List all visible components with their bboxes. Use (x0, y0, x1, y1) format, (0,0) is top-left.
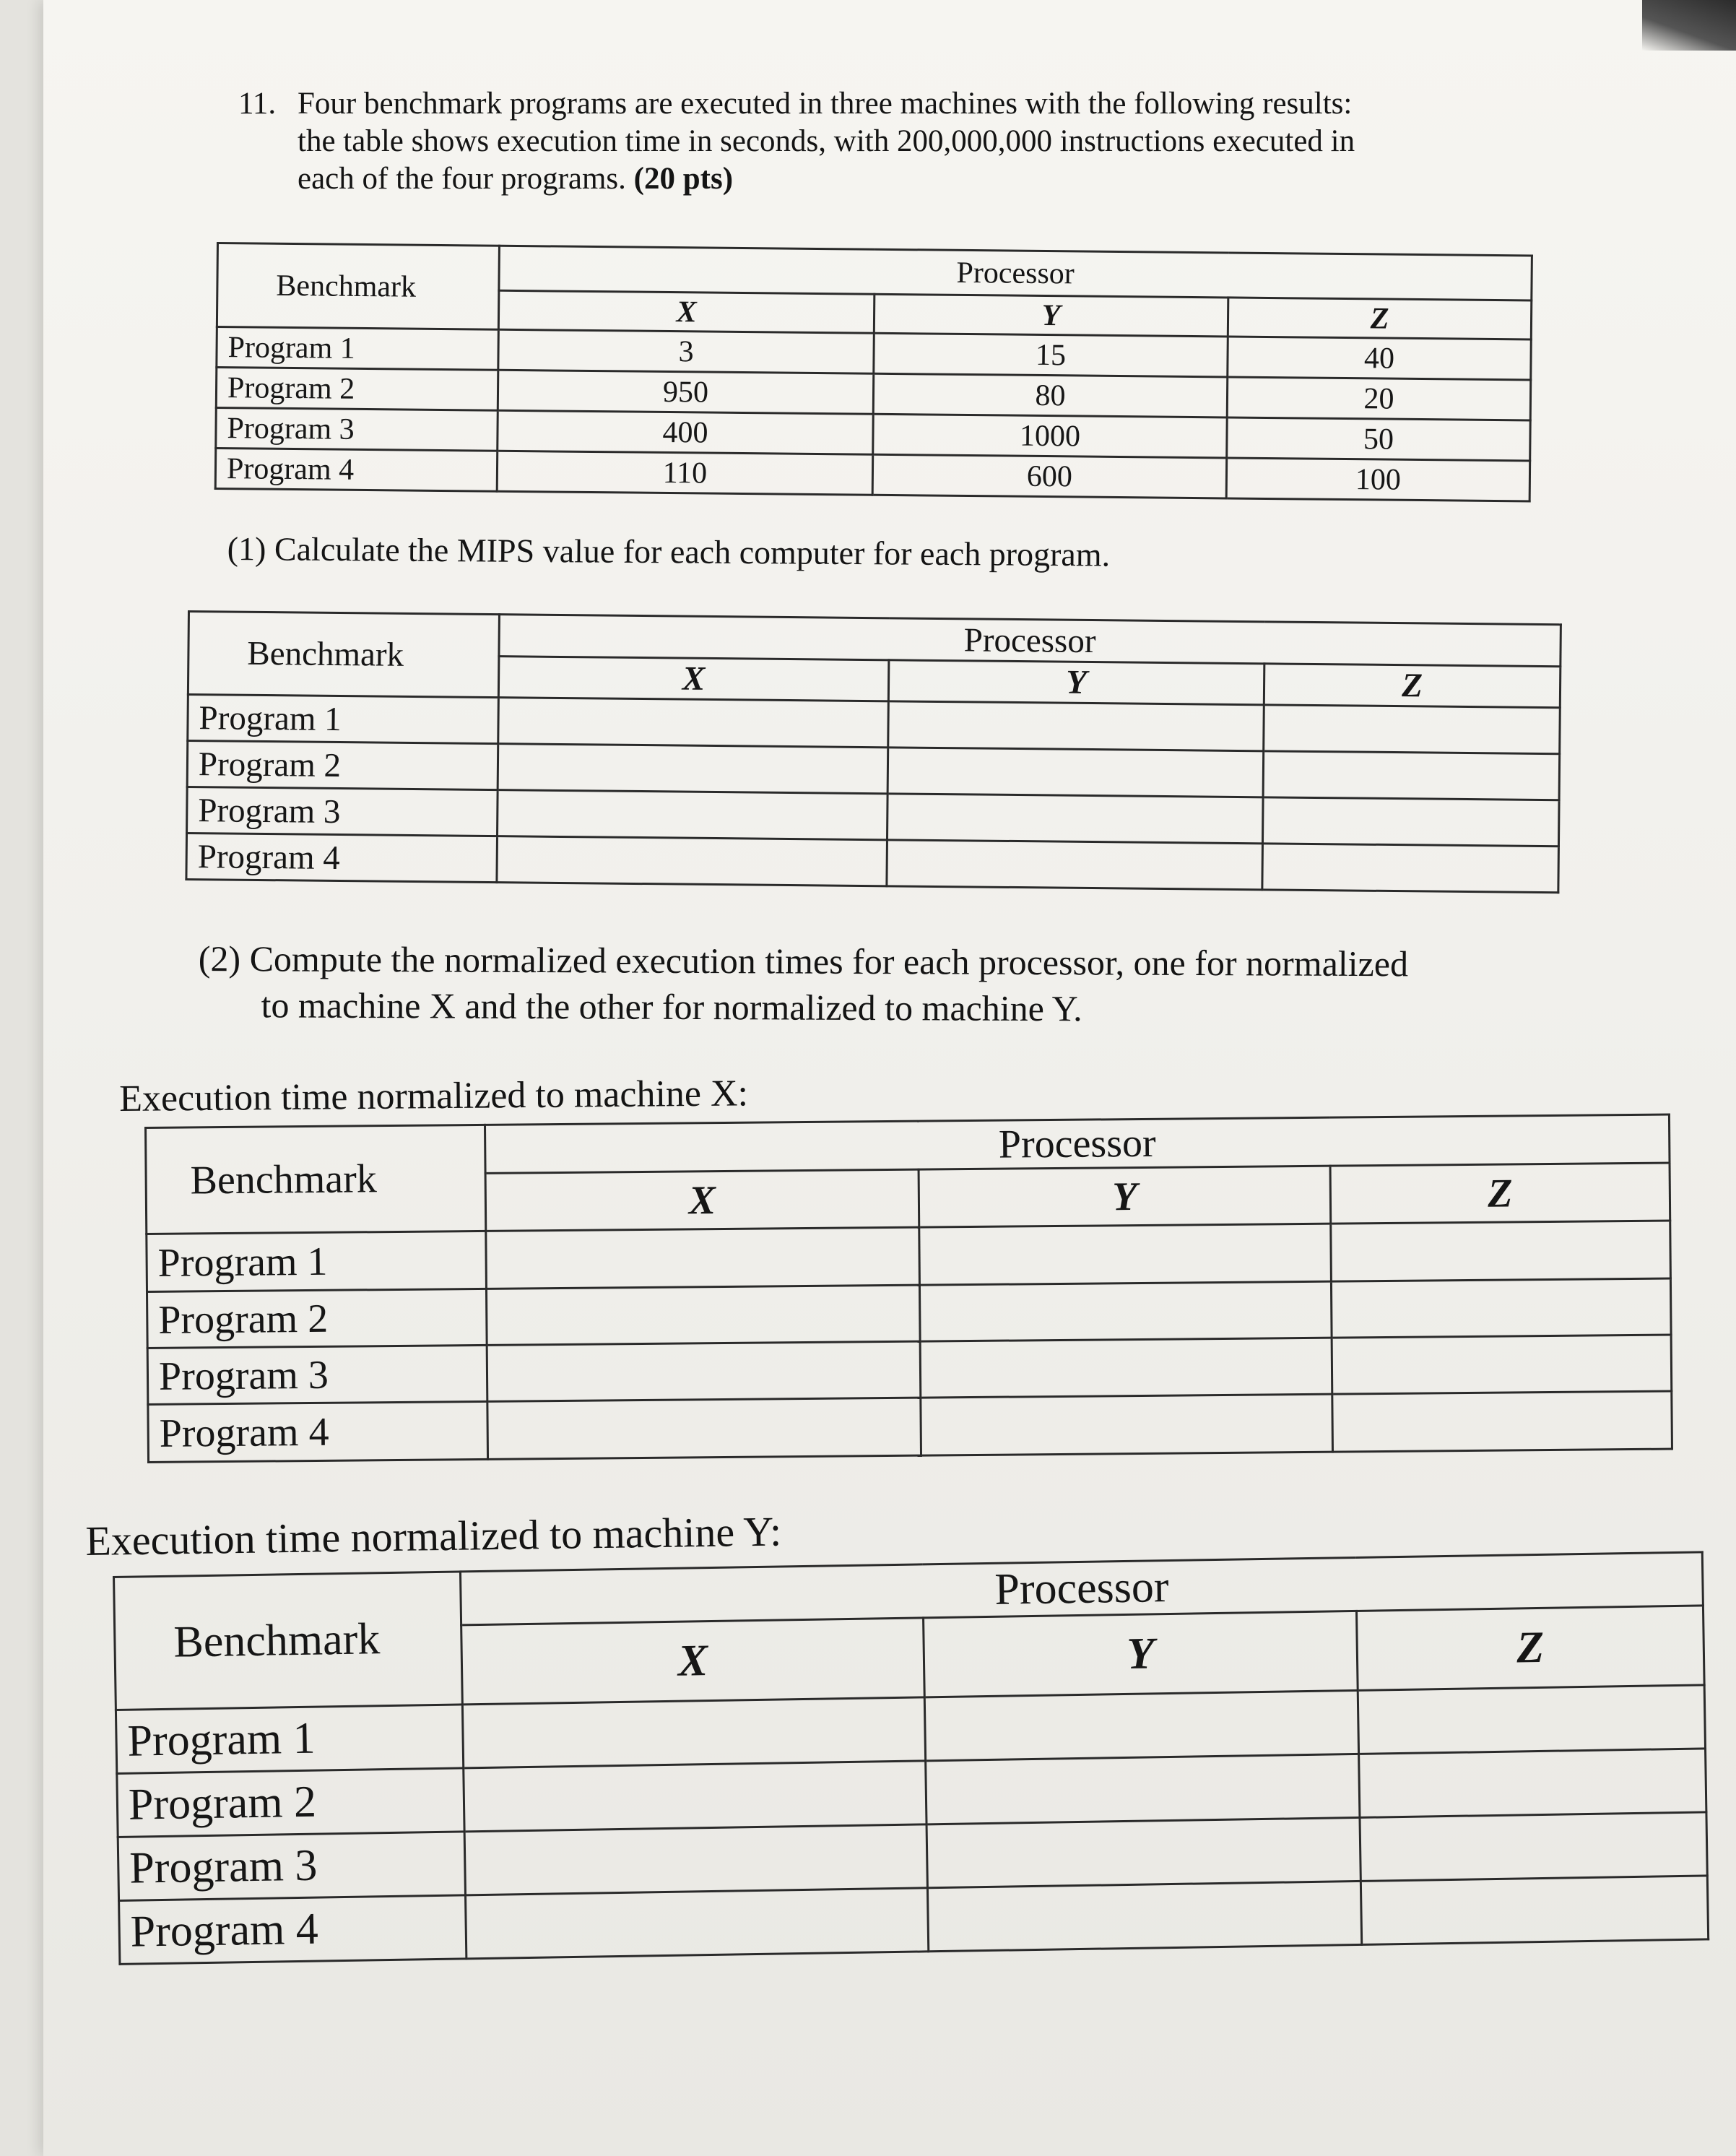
question-text (298, 85, 1597, 198)
answer-cell-y[interactable] (887, 794, 1263, 844)
question-line-3 (298, 160, 1597, 198)
row-label: Program 1 (188, 695, 499, 744)
cell-x: 400 (498, 410, 874, 454)
column-y-header: Y (888, 660, 1264, 705)
answer-cell-y[interactable] (919, 1281, 1332, 1341)
processor-header: Processor (499, 615, 1561, 667)
answer-cell-y[interactable] (926, 1817, 1360, 1887)
column-x-header: X (498, 290, 874, 333)
cell-y: 80 (873, 373, 1228, 417)
answer-cell-z[interactable] (1262, 797, 1559, 847)
question-number: 11. (238, 87, 277, 121)
row-label: Program 2 (187, 741, 498, 790)
column-x-header: X (485, 1169, 919, 1231)
row-label: Program 3 (118, 1832, 465, 1901)
cell-y: 600 (872, 454, 1227, 498)
answer-cell-y[interactable] (919, 1224, 1332, 1285)
benchmark-header: Benchmark (217, 243, 499, 330)
question-line-3-text: each of the four programs. (298, 162, 626, 196)
execution-time-table (214, 242, 1533, 502)
column-z-header: Z (1356, 1606, 1704, 1691)
answer-cell-z[interactable] (1262, 844, 1559, 893)
cell-x: 110 (497, 451, 873, 495)
paper-sheet (43, 0, 1736, 2156)
answer-cell-z[interactable] (1359, 1749, 1706, 1818)
processor-header: Processor (499, 246, 1532, 300)
normalized-x-title: Execution time normalized to machine X: (119, 1073, 749, 1120)
row-label: Program 2 (117, 1768, 464, 1837)
row-label: Program 1 (116, 1705, 463, 1774)
row-label: Program 4 (215, 449, 498, 492)
answer-cell-y[interactable] (887, 748, 1264, 797)
answer-cell-x[interactable] (462, 1697, 925, 1768)
row-label: Program 2 (147, 1289, 487, 1348)
row-label: Program 1 (147, 1231, 487, 1291)
answer-cell-x[interactable] (486, 1227, 920, 1289)
answer-cell-z[interactable] (1358, 1685, 1705, 1754)
question-points: (20 pts) (633, 162, 734, 196)
column-z-header: Z (1330, 1163, 1670, 1224)
part-2-prompt (198, 935, 1679, 1034)
normalized-y-title: Execution time normalized to machine Y: (85, 1507, 782, 1564)
cell-y: 1000 (873, 414, 1228, 458)
part-1-prompt: (1) Calculate the MIPS value for each computer for each program. (227, 529, 1111, 573)
answer-cell-x[interactable] (498, 744, 888, 794)
answer-cell-y[interactable] (921, 1394, 1333, 1455)
column-x-header: X (461, 1618, 925, 1705)
cell-z: 20 (1227, 377, 1531, 420)
column-y-header: Y (924, 1611, 1358, 1697)
benchmark-header: Benchmark (146, 1125, 486, 1234)
benchmark-header: Benchmark (114, 1572, 463, 1710)
row-label: Program 2 (216, 368, 498, 411)
answer-cell-y[interactable] (887, 840, 1263, 890)
answer-cell-z[interactable] (1331, 1278, 1671, 1338)
answer-cell-z[interactable] (1360, 1876, 1708, 1945)
answer-cell-z[interactable] (1263, 751, 1560, 800)
processor-header: Processor (460, 1552, 1703, 1625)
cell-z: 100 (1226, 458, 1530, 501)
answer-cell-x[interactable] (497, 836, 887, 886)
row-label: Program 3 (187, 787, 498, 836)
answer-cell-x[interactable] (498, 790, 888, 840)
processor-header: Processor (485, 1114, 1670, 1173)
answer-cell-y[interactable] (920, 1338, 1332, 1398)
cell-z: 50 (1227, 417, 1531, 461)
row-label: Program 4 (119, 1895, 466, 1965)
answer-cell-y[interactable] (924, 1690, 1358, 1760)
answer-cell-z[interactable] (1360, 1812, 1707, 1882)
row-label: Program 3 (216, 408, 498, 451)
background-corner (1642, 0, 1736, 51)
question-line-2: the table shows execution time in seconds, with 200,000,000 instructions executed in (298, 124, 1355, 158)
answer-cell-x[interactable] (487, 1341, 921, 1401)
benchmark-header: Benchmark (188, 612, 499, 698)
row-label: Program 3 (147, 1345, 487, 1404)
row-label: Program 4 (186, 834, 498, 883)
row-label: Program 1 (217, 327, 499, 371)
answer-cell-x[interactable] (464, 1824, 927, 1895)
column-z-header: Z (1264, 664, 1561, 708)
part-2-line-2: to machine X and the other for normalized to machine Y. (261, 984, 1082, 1029)
answer-cell-z[interactable] (1264, 705, 1561, 754)
cell-x: 950 (498, 370, 874, 414)
answer-cell-y[interactable] (927, 1881, 1361, 1951)
cell-z: 40 (1228, 337, 1532, 380)
column-y-header: Y (874, 294, 1228, 337)
answer-cell-x[interactable] (486, 1285, 920, 1345)
mips-table (185, 610, 1562, 893)
answer-cell-x[interactable] (466, 1888, 929, 1959)
cell-y: 15 (874, 333, 1228, 377)
answer-cell-x[interactable] (487, 1398, 921, 1459)
answer-cell-z[interactable] (1331, 1221, 1671, 1281)
table-row (148, 1391, 1672, 1462)
answer-cell-y[interactable] (926, 1754, 1360, 1824)
normalized-x-table (144, 1114, 1673, 1463)
answer-cell-x[interactable] (464, 1761, 926, 1832)
row-label: Program 4 (148, 1401, 488, 1462)
question-line-1: Four benchmark programs are executed in three machines with the following results: (298, 87, 1353, 121)
answer-cell-y[interactable] (888, 701, 1264, 751)
answer-cell-z[interactable] (1332, 1335, 1672, 1394)
answer-cell-z[interactable] (1332, 1391, 1672, 1452)
cell-x: 3 (498, 329, 874, 373)
column-x-header: X (498, 657, 889, 701)
column-y-header: Y (919, 1166, 1331, 1227)
answer-cell-x[interactable] (498, 698, 889, 748)
normalized-y-table (113, 1551, 1709, 1965)
part-2-line-1: (2) Compute the normalized execution times for each processor, one for normalized (198, 938, 1409, 984)
column-z-header: Z (1228, 298, 1532, 339)
